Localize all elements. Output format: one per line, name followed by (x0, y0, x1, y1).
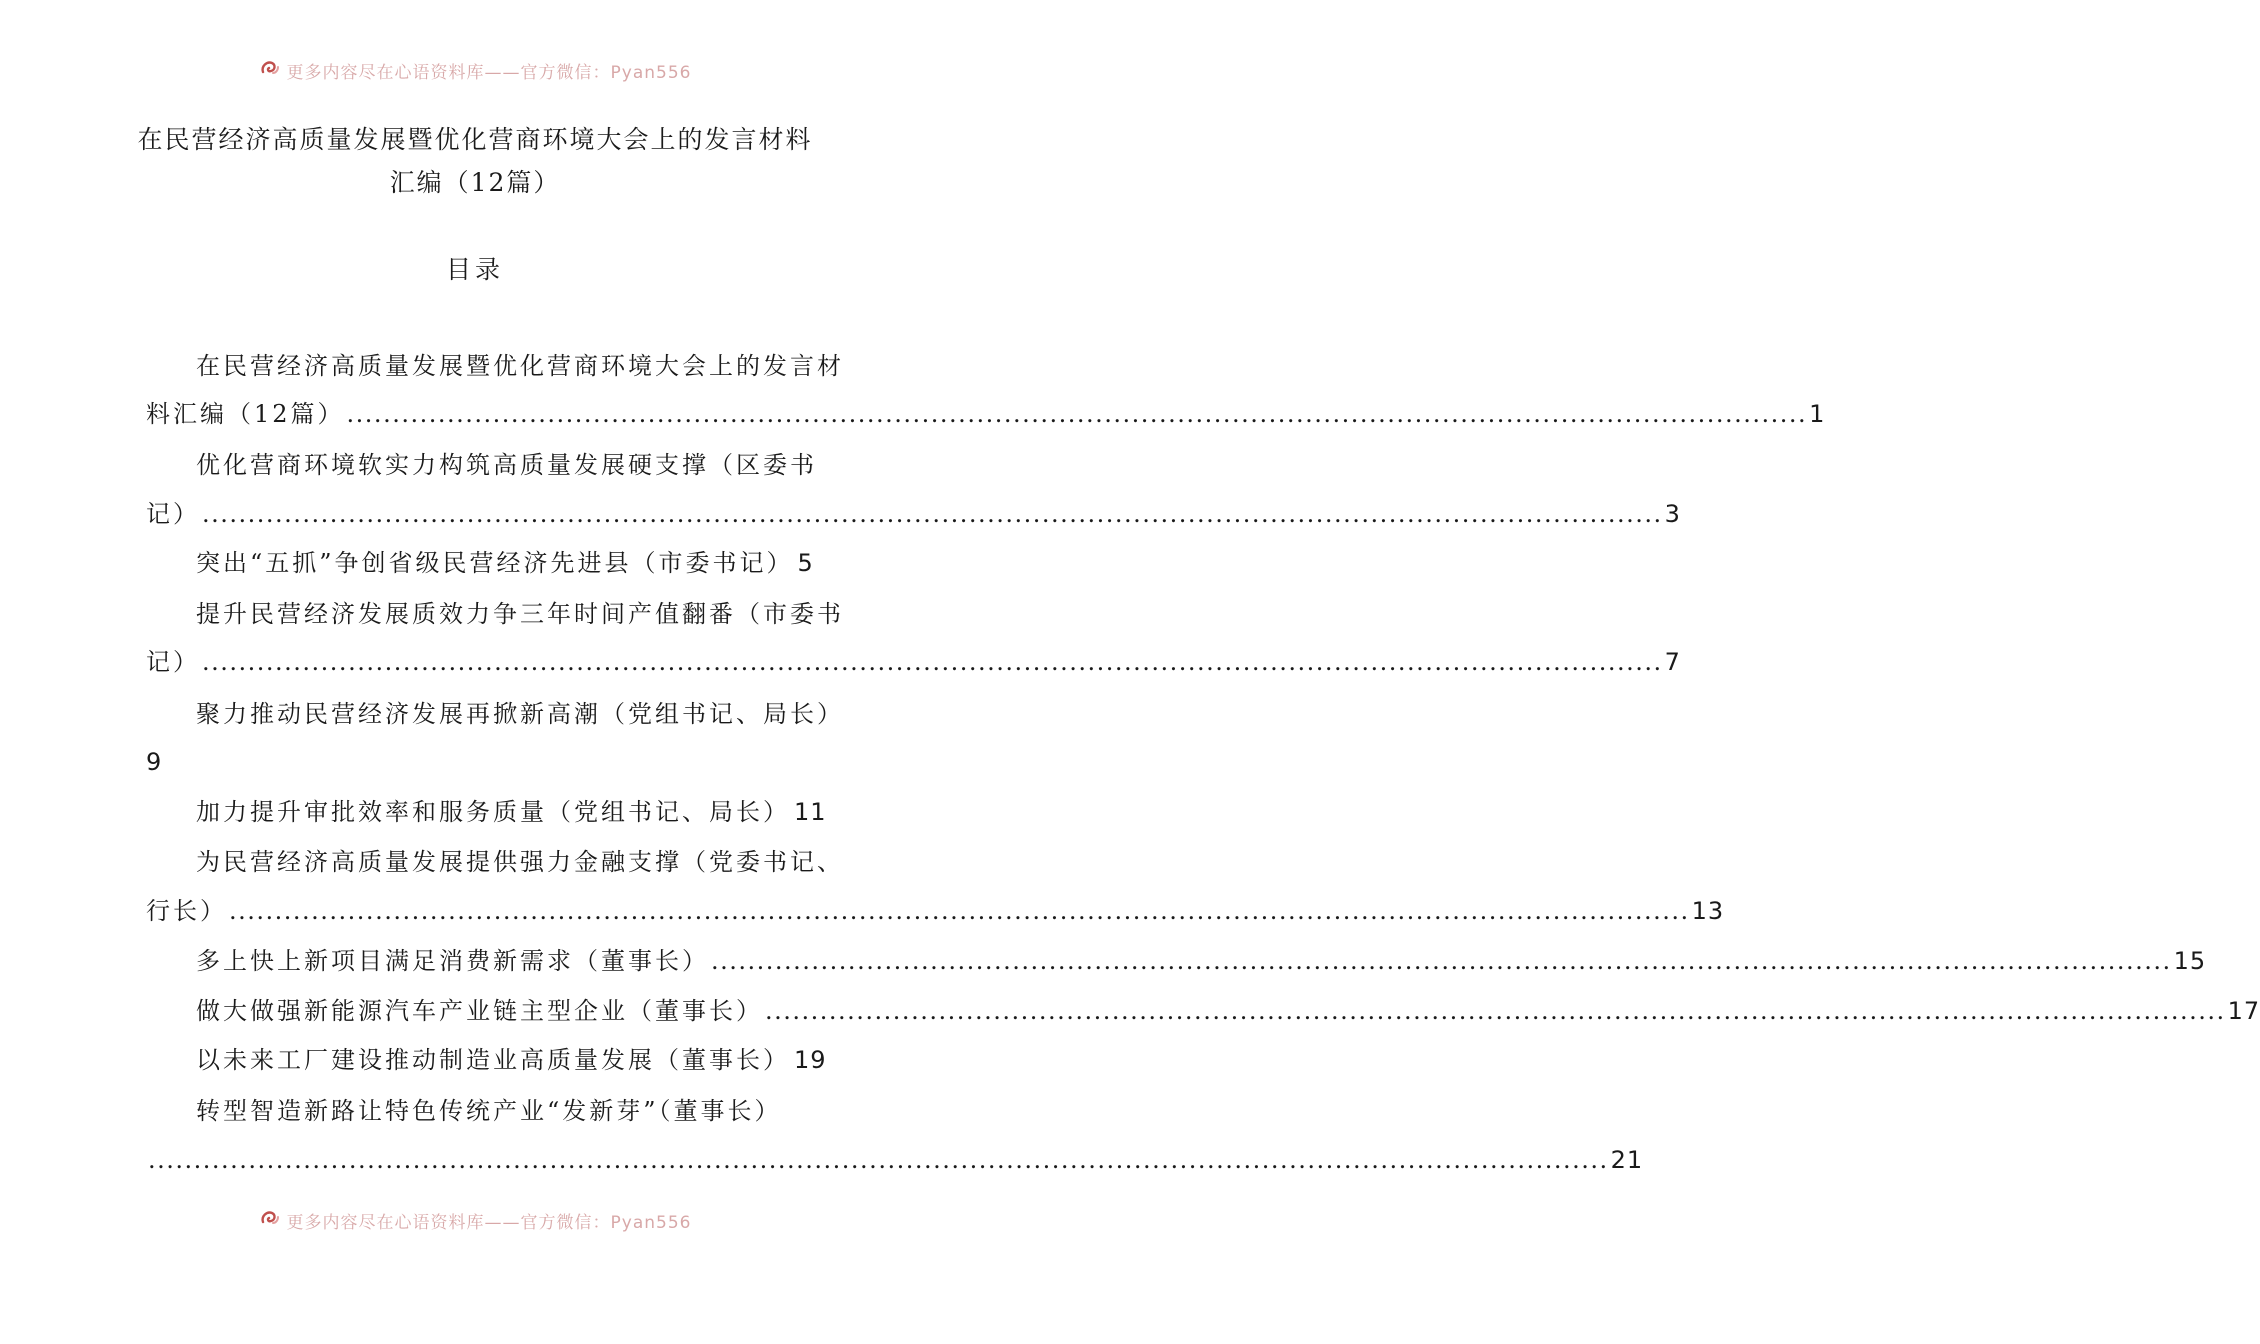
toc-page-number: 19 (794, 1046, 827, 1074)
watermark-text: 更多内容尽在心语资料库——官方微信：Pyan556 (286, 63, 692, 83)
toc-entry-9[interactable]: 做大做强新能源汽车产业链主型企业（董事长） ................................................................................................................................................................ 17 (196, 991, 806, 1031)
toc-entry-11-line2[interactable] (146, 1140, 1644, 1180)
leader-dots: ................................................................................................................................................................ (711, 947, 2172, 975)
toc-entry-11-line1[interactable]: 转型智造新路让特色传统产业“发新芽”（董事长） (196, 1097, 782, 1125)
toc-page-number: 11 (794, 798, 827, 826)
toc-entry-3[interactable]: 突出“五抓”争创省级民营经济先进县（市委书记） 5 (196, 543, 806, 583)
toc-page-number: 15 (2173, 947, 2207, 975)
leader-dots: ................................................................................................................................................................ (202, 648, 1663, 676)
toc-entry-7-line1[interactable]: 为民营经济高质量发展提供强力金融支撑（党委书记、 (196, 848, 844, 876)
leader-dots: ................................................................................................................................................................ (148, 1146, 1609, 1174)
toc-entry-2-line1[interactable]: 优化营商环境软实力构筑高质量发展硬支撑（区委书 (196, 451, 817, 479)
toc-page-number: 5 (797, 549, 814, 577)
toc-entry-10[interactable]: 以未来工厂建设推动制造业高质量发展（董事长） 19 (196, 1040, 806, 1080)
toc-entry-5-line1[interactable]: 聚力推动民营经济发展再掀新高潮（党组书记、局长） (196, 700, 844, 728)
leader-dots: ................................................................................................................................................................ (346, 400, 1808, 428)
watermark-footer (0, 1208, 950, 1232)
toc-page-number: 9 (146, 748, 162, 776)
document-title-line1: 在民营经济高质量发展暨优化营商环境大会上的发言材料 (137, 125, 813, 154)
toc-page-number: 13 (1691, 897, 1725, 925)
swirl-logo-icon (259, 1208, 281, 1233)
watermark-text: 更多内容尽在心语资料库——官方微信：Pyan556 (286, 1213, 692, 1233)
toc-page-number: 17 (2227, 997, 2260, 1025)
toc-entry-2-line2[interactable]: 记） ................................................................................................................................................................ 3 (146, 494, 806, 534)
toc-entry-7-line2[interactable]: 行长） ................................................................................................................................................................ 13 (146, 891, 806, 931)
watermark-header (0, 58, 950, 84)
toc-entry-4-line1[interactable]: 提升民营经济发展质效力争三年时间产值翻番（市委书 (196, 600, 844, 628)
document-title-line2: 汇编（12篇） (389, 168, 561, 197)
toc-entry-4-line2[interactable]: 记） ................................................................................................................................................................ 7 (146, 642, 806, 682)
toc-entry-5-line2[interactable] (146, 742, 806, 782)
toc-heading: 目录 (445, 255, 504, 284)
toc-page-number: 3 (1664, 500, 1681, 528)
leader-dots: ................................................................................................................................................................ (765, 997, 2226, 1025)
toc-page-number: 7 (1664, 648, 1681, 676)
toc-entry-1-line1[interactable]: 在民营经济高质量发展暨优化营商环境大会上的发言材 (196, 352, 844, 380)
toc-page-number: 21 (1610, 1146, 1644, 1174)
toc-entry-8[interactable]: 多上快上新项目满足消费新需求（董事长） ................................................................................................................................................................ 15 (196, 941, 806, 981)
leader-dots: ................................................................................................................................................................ (229, 897, 1690, 925)
swirl-logo-icon (259, 58, 281, 83)
toc-entry-6[interactable]: 加力提升审批效率和服务质量（党组书记、局长） 11 (196, 792, 806, 832)
toc-page-number: 1 (1809, 400, 1826, 428)
leader-dots: ................................................................................................................................................................ (202, 500, 1663, 528)
toc-entry-1-line2[interactable]: 料汇编（12篇） ................................................................................................................................................................ 1 (146, 394, 806, 434)
